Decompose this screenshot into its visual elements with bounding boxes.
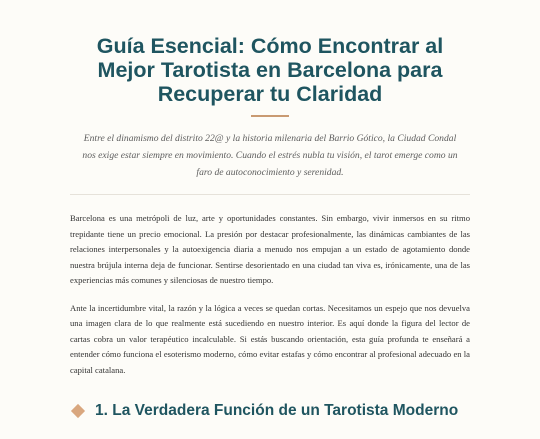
section-heading xyxy=(70,402,470,420)
page-title: Guía Esencial: Cómo Encontrar al Mejor Tarotista en Barcelona para Recuperar tu Claridad xyxy=(96,34,444,106)
body-paragraph-2: Ante la incertidumbre vital, la razón y la lógica a veces se quedan cortas. Necesitamos un espejo que nos devuelva una imagen clara de lo que realmente está sucediendo en nuestro interior. Es aquí donde la figura del lector de cartas cobra un valor terapéutico incalculable. Si estás buscando orientación, esta guía profunda te enseñará a entender cómo funciona el esoterismo moderno, cómo evitar estafas y cómo encontrar al profesional adecuado en la capital catalana. xyxy=(70,302,470,375)
section-separator xyxy=(70,194,470,195)
title-divider xyxy=(251,115,289,117)
intro-lead: Entre el dinamismo del distrito 22@ y la historia milenaria del Barrio Gótico, la Ciudad Condal nos exige estar siempre en movimiento. Cuando el estrés nubla tu visión, el tarot emerge como un faro de autoconocimiento y serenidad. xyxy=(82,133,458,178)
diamond-icon xyxy=(71,404,85,418)
article-page xyxy=(0,34,540,439)
body-paragraph-1: Barcelona es una metrópoli de luz, arte y oportunidades constantes. Sin embargo, vivir inmersos en su ritmo trepidante tiene un precio emocional. La presión por destacar profesionalmente, las dinámicas cambiantes de las relaciones interpersonales y la autoexigencia diaria a menudo nos empujan a un estado de agotamiento donde nuestra brújula interna deja de funcionar. Sentirse desorientado en una ciudad tan viva es, irónicamente, una de las experiencias más comunes y silenciosas de nuestro tiempo. xyxy=(70,213,470,285)
section-heading-text: 1. La Verdadera Función de un Tarotista Moderno xyxy=(95,402,459,419)
